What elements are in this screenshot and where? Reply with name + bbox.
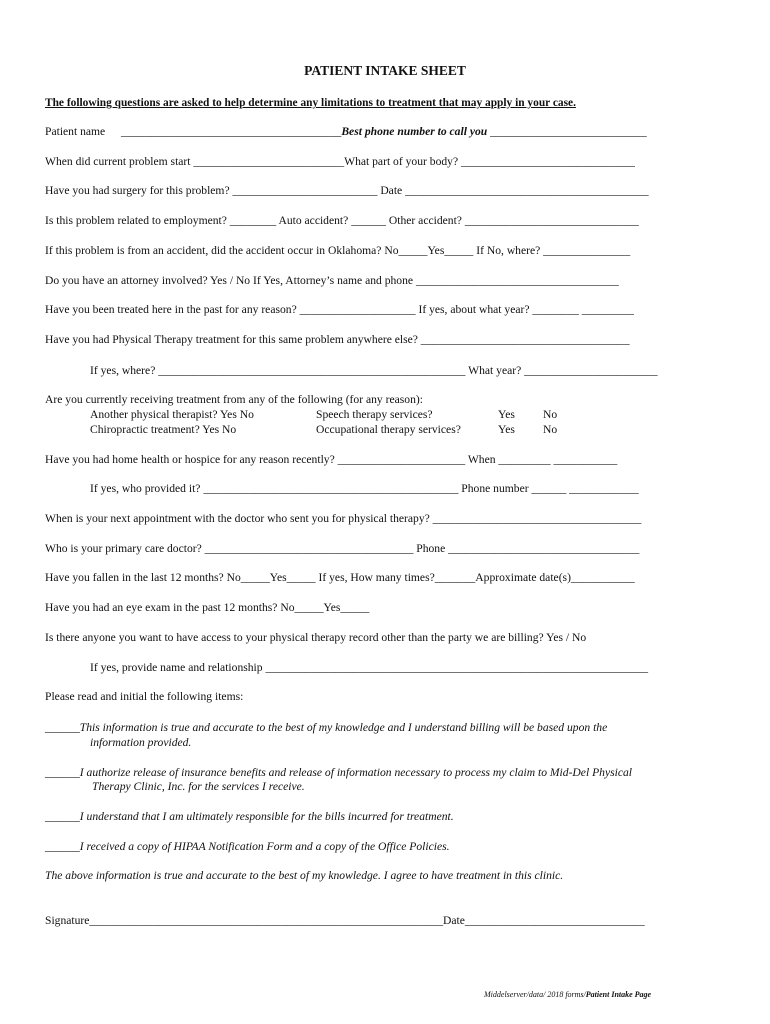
pt-where-row[interactable]: If yes, where? _____________________________________________________ What year? _______________________ <box>90 364 658 377</box>
initial-text-3: I understand that I am ultimately responsible for the bills incurred for treatment. <box>79 810 454 823</box>
initial-text-1-cont: information provided. <box>90 736 192 749</box>
initial-item-2 <box>45 766 632 780</box>
attorney-row[interactable]: Do you have an attorney involved? Yes / No If Yes, Attorney’s name and phone ___________________________________ <box>45 274 619 287</box>
occupational-therapy-label: Occupational therapy services? <box>316 423 461 436</box>
patient-name-field[interactable]: ______________________________________ <box>121 125 342 138</box>
occupational-yes-option[interactable]: Yes <box>498 423 515 436</box>
initial-prompt: Please read and initial the following items: <box>45 690 244 703</box>
consent-statement: The above information is true and accurate to the best of my knowledge. I agree to have treatment in this clinic. <box>45 869 564 882</box>
speech-therapy-label: Speech therapy services? <box>316 408 433 421</box>
initial-item-4 <box>45 840 450 854</box>
receiving-treatment-row: Are you currently receiving treatment from any of the following (for any reason): <box>45 393 423 406</box>
best-phone-field[interactable]: ___________________________ <box>487 125 647 138</box>
footer-path-text: Middelserver/data/ 2018 forms/ <box>484 990 586 999</box>
initial-item-1 <box>45 721 607 735</box>
best-phone-label: Best phone number to call you <box>341 125 488 138</box>
initial-blank-1[interactable]: ______ <box>45 721 80 734</box>
initial-blank-2[interactable]: ______ <box>45 766 80 779</box>
initial-item-3 <box>45 810 454 824</box>
accident-oklahoma-row[interactable]: If this problem is from an accident, did the accident occur in Oklahoma? No_____Yes_____ If No, where? _______________ <box>45 244 631 257</box>
access-name-row[interactable]: If yes, provide name and relationship __________________________________________________________________ <box>90 661 649 674</box>
speech-no-option[interactable]: No <box>543 408 558 421</box>
surgery-row[interactable]: Have you had surgery for this problem? _________________________ Date __________________________________________ <box>45 184 649 197</box>
eye-exam-row[interactable]: Have you had an eye exam in the past 12 months? No_____Yes_____ <box>45 601 370 614</box>
employment-row[interactable]: Is this problem related to employment? ________ Auto accident? ______ Other accident? ______________________________ <box>45 214 639 227</box>
speech-yes-option[interactable]: Yes <box>498 408 515 421</box>
initial-blank-3[interactable]: ______ <box>45 810 80 823</box>
footer-path <box>484 990 651 999</box>
record-access-row[interactable]: Is there anyone you want to have access to your physical therapy record other than the party we are billing? Yes / No <box>45 631 587 644</box>
initial-text-1: This information is true and accurate to the best of my knowledge and I understand billing will be based upon the <box>79 721 608 734</box>
occupational-no-option[interactable]: No <box>543 423 558 436</box>
next-appointment-row[interactable]: When is your next appointment with the doctor who sent you for physical therapy? ____________________________________ <box>45 512 642 525</box>
signature-row[interactable]: Signature_____________________________________________________________Date_______________________________ <box>45 914 645 927</box>
footer-page-name: Patient Intake Page <box>585 990 652 999</box>
current-problem-row[interactable]: When did current problem start __________________________What part of your body? ______________________________ <box>45 155 635 168</box>
home-health-row[interactable]: Have you had home health or hospice for any reason recently? ______________________ When _________ ___________ <box>45 453 618 466</box>
intro-text: The following questions are asked to help determine any limitations to treatment that may apply in your case. <box>45 97 576 109</box>
patient-name-label: Patient name <box>45 125 106 138</box>
initial-text-2: I authorize release of insurance benefits and release of information necessary to process my claim to Mid-Del Physical <box>79 766 632 779</box>
initial-text-2-cont: Therapy Clinic, Inc. for the services I receive. <box>92 780 305 793</box>
primary-care-row[interactable]: Who is your primary care doctor? ____________________________________ Phone _________________________________ <box>45 542 640 555</box>
patient-name-row <box>45 125 647 139</box>
another-pt-option[interactable]: Another physical therapist? Yes No <box>90 408 254 421</box>
initial-text-4: I received a copy of HIPAA Notification Form and a copy of the Office Policies. <box>79 840 450 853</box>
treated-here-row[interactable]: Have you been treated here in the past for any reason? ____________________ If yes, about what year? ________ _________ <box>45 303 634 316</box>
page-title: PATIENT INTAKE SHEET <box>304 63 466 78</box>
initial-blank-4[interactable]: ______ <box>45 840 80 853</box>
who-provided-row[interactable]: If yes, who provided it? ____________________________________________ Phone number ______ ____________ <box>90 482 639 495</box>
pt-elsewhere-row[interactable]: Have you had Physical Therapy treatment for this same problem anywhere else? ____________________________________ <box>45 333 630 346</box>
chiropractic-option[interactable]: Chiropractic treatment? Yes No <box>90 423 237 436</box>
fallen-row[interactable]: Have you fallen in the last 12 months? No_____Yes_____ If yes, How many times?_______Approximate date(s)___________ <box>45 571 635 584</box>
